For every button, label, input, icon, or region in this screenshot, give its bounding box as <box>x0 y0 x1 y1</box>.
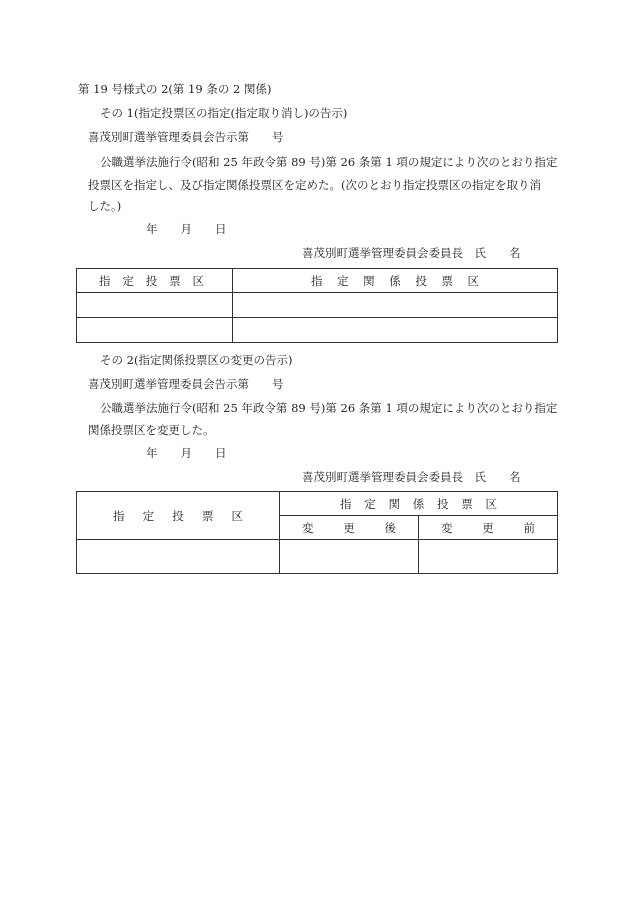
section1-signature: 喜茂別町選挙管理委員会委員長 氏 名 <box>302 246 521 260</box>
section1-header-designated-district-label <box>77 274 232 288</box>
char: 関 <box>388 496 400 511</box>
char: 投 <box>145 273 158 288</box>
char: 投 <box>172 508 184 523</box>
section1-header-designated-district <box>77 269 233 293</box>
char: 変 <box>441 520 453 535</box>
section2-table <box>76 491 558 574</box>
section2-header-after-change-label <box>280 521 418 535</box>
char: 後 <box>384 520 396 535</box>
section1-heading: その 1(指定投票区の指定(指定取り消し)の告示) <box>100 106 348 120</box>
section2-body-line1: 公職選挙法施行令(昭和 25 年政令第 89 号)第 26 条第 1 項の規定により次のとおり指定 <box>100 401 558 415</box>
section2-header-designated-district <box>77 492 280 540</box>
section1-table-header-row <box>77 269 558 293</box>
char: 票 <box>461 496 473 511</box>
char: 区 <box>485 496 497 511</box>
char: 関 <box>363 273 375 288</box>
section2-notice-number: 喜茂別町選挙管理委員会告示第 号 <box>88 377 284 391</box>
table-cell[interactable] <box>77 318 233 343</box>
section2-body-line2: 関係投票区を変更した。 <box>88 423 215 437</box>
table-cell[interactable] <box>419 540 558 574</box>
char: 指 <box>99 273 111 288</box>
char: 更 <box>343 520 355 535</box>
section2-signature: 喜茂別町選挙管理委員会委員長 氏 名 <box>302 470 521 484</box>
section1-table <box>76 268 558 343</box>
table-cell[interactable] <box>77 540 280 574</box>
char: 更 <box>482 520 494 535</box>
table-cell[interactable] <box>233 293 558 318</box>
table-row <box>77 293 558 318</box>
section1-header-related-district <box>233 269 558 293</box>
section1-date: 年 月 日 <box>146 222 227 236</box>
char: 票 <box>201 508 214 523</box>
char: 指 <box>311 273 323 288</box>
section1-body-line2: 投票区を指定し、及び指定関係投票区を定めた。(次のとおり指定投票区の指定を取り消 <box>88 178 541 192</box>
section1-body-line1: 公職選挙法施行令(昭和 25 年政令第 89 号)第 26 条第 1 項の規定により次のとおり指定 <box>100 155 558 169</box>
char: 定 <box>364 496 376 511</box>
char: 票 <box>441 273 453 288</box>
table-cell[interactable] <box>77 293 233 318</box>
char: 指 <box>340 496 352 511</box>
section2-table-header-row <box>77 492 558 516</box>
char: 区 <box>467 273 479 288</box>
section2-header-before-change-label <box>419 521 557 535</box>
char: 投 <box>415 273 427 288</box>
section2-date: 年 月 日 <box>146 446 227 460</box>
table-row <box>77 318 558 343</box>
section2-header-before-change <box>419 516 558 540</box>
char: 定 <box>142 508 155 523</box>
section1-body-line3: した。) <box>88 199 122 213</box>
section1-notice-number: 喜茂別町選挙管理委員会告示第 号 <box>88 130 284 144</box>
form-title: 第 19 号様式の 2(第 19 条の 2 関係) <box>78 82 272 96</box>
table-row <box>77 540 558 574</box>
char: 定 <box>122 273 134 288</box>
section2-header-related-district <box>280 492 558 516</box>
char: 票 <box>169 273 181 288</box>
char: 前 <box>523 520 535 535</box>
char: 区 <box>231 508 243 523</box>
table-cell[interactable] <box>233 318 558 343</box>
char: 定 <box>337 273 349 288</box>
char: 投 <box>437 496 449 511</box>
char: 変 <box>302 520 314 535</box>
section2-heading: その 2(指定関係投票区の変更の告示) <box>100 353 293 367</box>
section2-header-designated-district-label <box>77 509 279 523</box>
char: 係 <box>389 273 401 288</box>
section2-header-related-district-label <box>280 497 557 511</box>
table-cell[interactable] <box>280 540 419 574</box>
char: 係 <box>412 496 425 511</box>
char: 指 <box>113 508 125 523</box>
section2-header-after-change <box>280 516 419 540</box>
section1-header-related-district-label <box>233 274 557 288</box>
char: 区 <box>192 273 204 288</box>
